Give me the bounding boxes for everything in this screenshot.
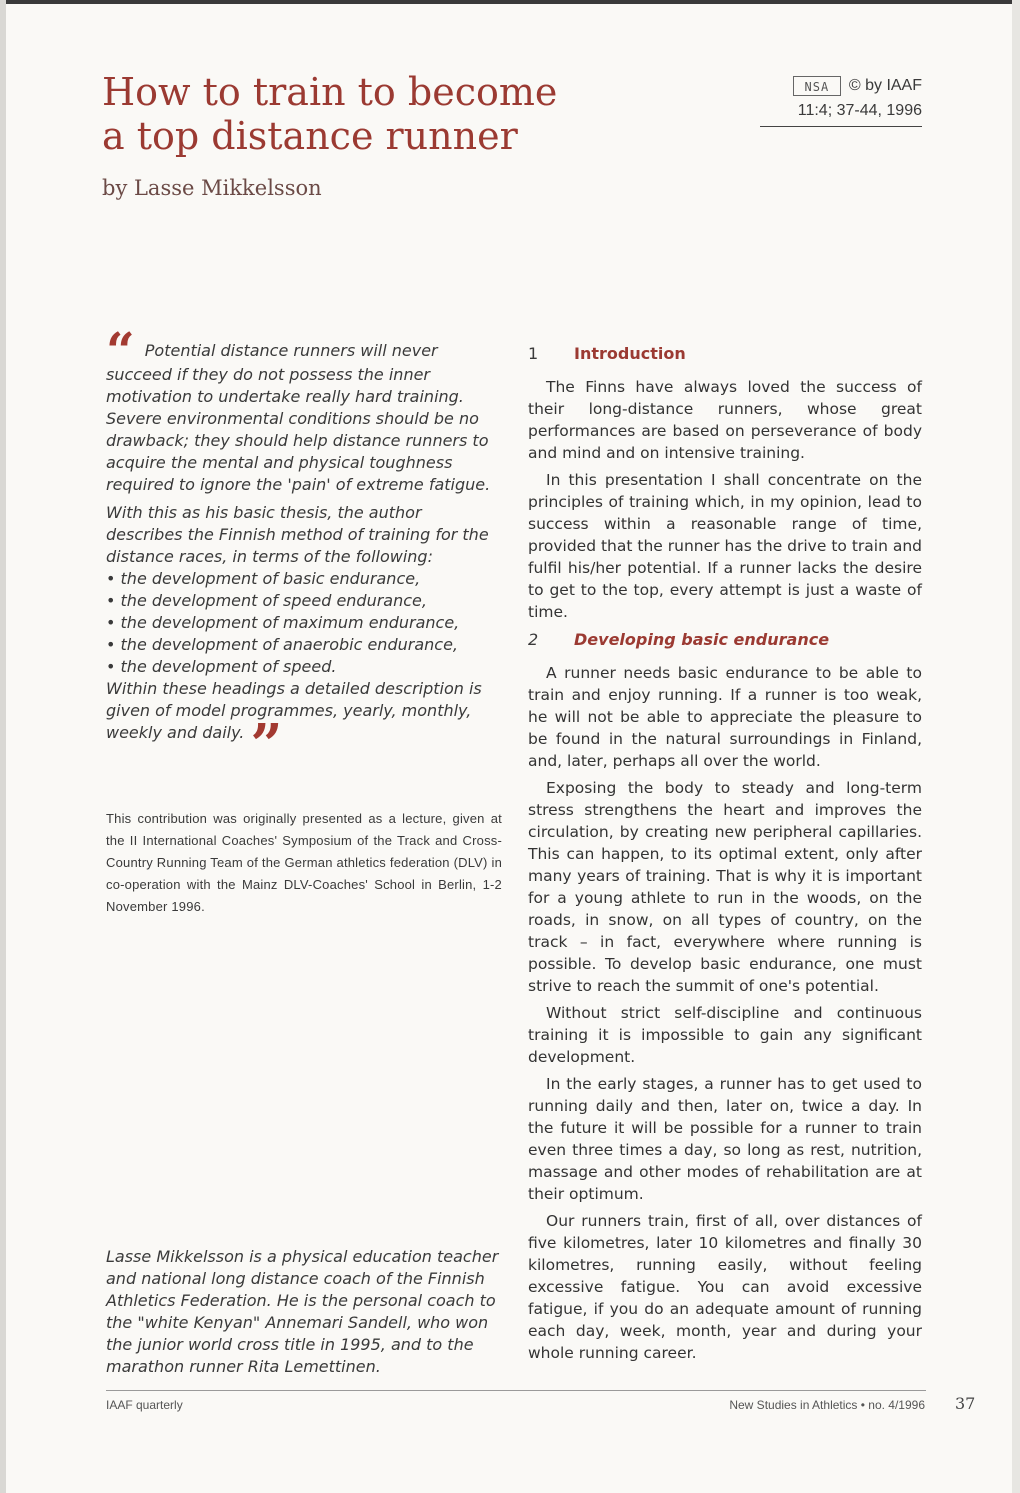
paragraph: Without strict self-discipline and continuous training it is impossible to gain any significant development. bbox=[528, 1004, 922, 1066]
section-number: 1 bbox=[528, 344, 539, 363]
section-heading-introduction bbox=[528, 342, 922, 366]
section-title: Developing basic endurance bbox=[574, 630, 830, 649]
scan-edge-top bbox=[0, 0, 1020, 4]
footer-journal-left: IAAF quarterly bbox=[106, 1398, 183, 1412]
bullet-item: • the development of speed. bbox=[106, 656, 502, 678]
scan-edge-right bbox=[1012, 0, 1020, 1493]
footer-rule bbox=[106, 1390, 926, 1391]
citation-block bbox=[760, 76, 922, 127]
paragraph: The Finns have always loved the success of their long-distance runners, whose great performances are based on perseverance of body and mind and on intensive training. bbox=[528, 378, 922, 462]
section-number: 2 bbox=[528, 630, 539, 649]
nsa-logo-icon: NSA bbox=[793, 76, 841, 96]
close-quote-icon: ” bbox=[250, 712, 283, 778]
bullet-item: • the development of maximum endurance, bbox=[106, 612, 502, 634]
summary-closing: Within these headings a detailed description is given of model programmes, yearly, monthly, weekly and daily. bbox=[106, 679, 482, 742]
bullet-item: • the development of anaerobic endurance, bbox=[106, 634, 502, 656]
byline: by Lasse Mikkelsson bbox=[102, 176, 322, 200]
summary-quote bbox=[106, 321, 502, 778]
bullet-item: • the development of basic endurance, bbox=[106, 568, 502, 590]
article-title-line2: a top distance runner bbox=[102, 114, 518, 158]
journal-reference: 11:4; 37-44, 1996 bbox=[760, 102, 922, 127]
open-quote-icon: “ bbox=[106, 321, 135, 380]
author-bio: Lasse Mikkelsson is a physical education teacher and national long distance coach of the Finnish Athletics Federation. He is the personal coach to the "white Kenyan" Annemari Sandell, who won the junior world cross title in 1995, and to the marathon runner Rita Lemettinen. bbox=[106, 1247, 499, 1376]
footer-journal-right: New Studies in Athletics • no. 4/1996 bbox=[729, 1398, 925, 1412]
summary-column bbox=[106, 321, 502, 778]
copyright-text: © by IAAF bbox=[848, 77, 922, 94]
paragraph: Exposing the body to steady and long-term stress strengthens the heart and improves the circulation, by creating new peripheral capillaries. This can happen, to its optimal extent, only after many years of training. That is why it is important for a young athlete to run in the woods, on the roads, in snow, on all types of country, on the track – in fact, everywhere where running is possible. To develop basic endurance, one must strive to reach the summit of one's potential. bbox=[528, 779, 922, 995]
paragraph: In the early stages, a runner has to get used to running daily and then, later on, twice a day. In the future it will be possible for a runner to train even three times a day, so long as rest, nutrition, massage and other modes of rehabilitation are at their optimum. bbox=[528, 1075, 922, 1203]
page-number: 37 bbox=[955, 1394, 976, 1413]
summary-para1: Potential distance runners will never succeed if they do not possess the inner motivation to undertake really hard training. Severe environmental conditions should be no drawback; they should help distance runners to acquire the mental and physical toughness required to ignore the 'pain' of extreme fatigue. bbox=[106, 341, 491, 494]
summary-para2: With this as his basic thesis, the author describes the Finnish method of training for the distance races, in terms of the following: bbox=[106, 503, 489, 566]
article-title bbox=[102, 70, 662, 158]
paragraph: In this presentation I shall concentrate on the principles of training which, in my opinion, lead to success within a reasonable range of time, provided that the runner has the drive to train and fulfil his/her potential. If a runner lacks the desire to get to the top, every attempt is just a waste of time. bbox=[528, 471, 922, 621]
lecture-note: This contribution was originally presented as a lecture, given at the II International Coaches' Symposium of the Track and Cross-Country Running Team of the German athletics federation (DLV) in co-operation with the Mainz DLV-Coaches' School in Berlin, 1-2 November 1996. bbox=[106, 811, 502, 914]
paragraph: Our runners train, first of all, over distances of five kilometres, later 10 kilometres and finally 30 kilometres, running easily, without feeling excessive fatigue. You can avoid excessive fatigue, if you do an adequate amount of running each day, week, month, year and during your whole running career. bbox=[528, 1212, 922, 1362]
article-body bbox=[528, 342, 922, 1369]
scan-edge-left bbox=[0, 0, 6, 1493]
bullet-item: • the development of speed endurance, bbox=[106, 590, 502, 612]
section-title: Introduction bbox=[574, 344, 686, 363]
paragraph: A runner needs basic endurance to be able to train and enjoy running. If a runner is too weak, he will not be able to appreciate the pleasure to be found in the natural surroundings in Finland, and, later, perhaps all over the world. bbox=[528, 664, 922, 770]
article-title-line1: How to train to become bbox=[102, 70, 558, 114]
section-heading-basic-endurance bbox=[528, 628, 922, 652]
summary-bullet-list bbox=[106, 568, 502, 678]
